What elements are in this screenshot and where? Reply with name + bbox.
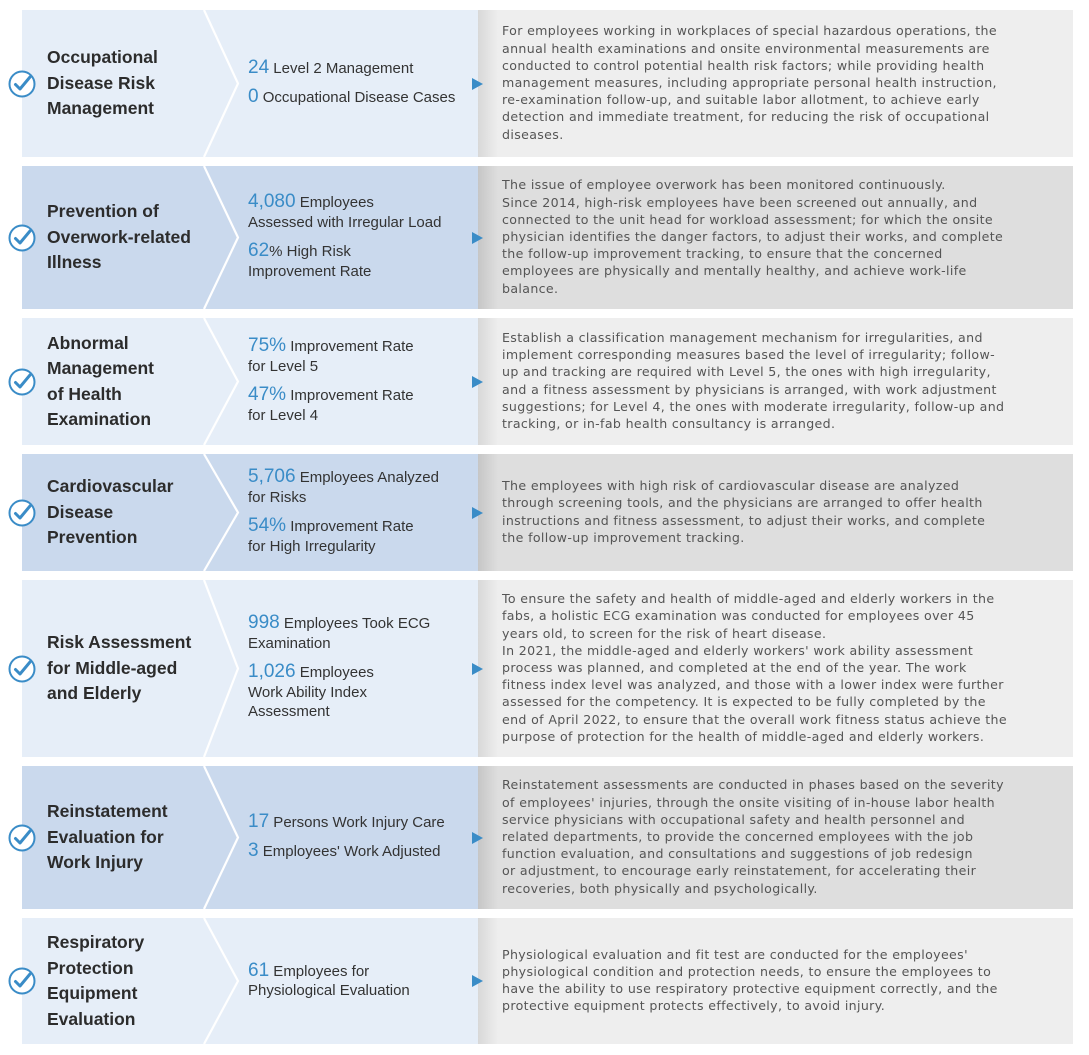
stat-label-line <box>248 613 473 634</box>
description-line: have the ability to use respiratory protective equipment correctly, and the <box>502 981 998 996</box>
row-summary-panel <box>22 580 478 757</box>
row-title-line: of Health <box>47 383 122 404</box>
row-summary-panel <box>22 454 478 571</box>
row-title-line: Occupational <box>47 47 158 68</box>
row-description-panel <box>478 166 1073 309</box>
row-summary-panel <box>22 318 478 445</box>
arrow-right-icon <box>472 663 483 675</box>
row-title <box>47 45 197 122</box>
description-line: For employees working in workplaces of special hazardous operations, the <box>502 23 997 39</box>
description-line: end of April 2022, to ensure that the overall work fitness status achieve the <box>502 711 1007 727</box>
description-line: suggestions; for Level 4, the ones with moderate irregularity, follow-up and <box>502 398 1005 414</box>
description-line: detection and immediate treatment, for reducing the risk of occupational <box>502 109 990 125</box>
row-title-line: Reinstatement <box>47 801 168 822</box>
row-stats <box>248 613 473 722</box>
row-stats <box>248 192 473 281</box>
row-title <box>47 199 197 276</box>
row-title <box>47 799 197 876</box>
stat-label-line: Work Ability Index <box>248 683 367 701</box>
stat-item <box>248 241 473 281</box>
row-title-line: and Elderly <box>47 683 142 704</box>
row-description-panel <box>478 918 1073 1044</box>
row-title-line: Abnormal <box>47 332 129 353</box>
description-line: process was planned, and completed at the end of the year. The work <box>502 659 967 675</box>
description-line: conducted to control potential health risk factors; while providing health <box>502 57 985 73</box>
stat-label-line <box>248 662 473 683</box>
row-title-line: Illness <box>47 252 102 273</box>
check-circle-icon <box>7 654 37 684</box>
description-line: instructions and fitness assessment, to adjust their works, and complete <box>502 512 986 528</box>
row-title-line: Cardiovascular <box>47 476 174 497</box>
description-line: annual health examinations and onsite environmental measurements are <box>502 40 990 56</box>
check-circle-icon <box>7 69 37 99</box>
stat-label-line: Assessed with Irregular Load <box>248 213 442 231</box>
description-line: recoveries, both physically and psychologically. <box>502 880 818 896</box>
stat-number: 24 <box>248 56 270 78</box>
stat-number: 62 <box>248 240 270 261</box>
stat-item <box>248 812 473 833</box>
table-row <box>22 766 1073 909</box>
description-line: Reinstatement assessments are conducted in phases based on the severity <box>502 777 1004 793</box>
stat-number: 4,080 <box>248 191 296 212</box>
description-line: The issue of employee overwork has been monitored continuously. <box>502 177 946 193</box>
stat-label-line <box>248 841 473 862</box>
stat-label-line <box>248 241 473 262</box>
description-line: In 2021, the middle-aged and elderly workers' work ability assessment <box>502 642 974 658</box>
row-description <box>502 22 1063 142</box>
description-line: and a fitness assessment by physicians is arranged, with work adjustment <box>502 381 997 397</box>
row-title-line: Prevention <box>47 527 138 548</box>
stat-label-line: Assessment <box>248 703 330 721</box>
arrow-right-icon <box>472 975 483 987</box>
stat-item <box>248 662 473 722</box>
row-description-panel <box>478 766 1073 909</box>
row-title-line: for Middle-aged <box>47 657 178 678</box>
description-line: Physiological evaluation and fit test are conducted for the employees' <box>502 946 968 962</box>
description-line: physician identifies the danger factors, to adjust their works, and complete <box>502 228 1004 244</box>
stat-label: Level 2 Management <box>269 59 414 77</box>
check-circle-icon <box>7 823 37 853</box>
row-title-line: Management <box>47 358 154 378</box>
stat-label-line: Physiological Evaluation <box>248 982 410 999</box>
row-description-panel <box>478 10 1073 157</box>
row-title-line: Work Injury <box>47 852 143 873</box>
stat-label: Employees Analyzed <box>295 469 439 486</box>
arrow-right-icon <box>472 832 483 844</box>
row-summary-panel <box>22 918 478 1044</box>
stat-item <box>248 613 473 653</box>
stat-label-line: for Level 4 <box>248 406 319 424</box>
stat-label-line: Examination <box>248 634 331 652</box>
description-line: related departments, to provide the concerned employees with the job <box>502 828 974 844</box>
row-title <box>47 930 197 1032</box>
stat-label: Employees' Work Adjusted <box>258 843 441 860</box>
stat-label: Occupational Disease Cases <box>258 89 456 106</box>
description-line: purpose of protection for the health of middle-aged and elderly workers. <box>502 728 985 744</box>
stat-item <box>248 841 473 862</box>
row-title-line: Disease <box>47 501 114 522</box>
row-title-line: Evaluation <box>47 1008 136 1029</box>
stat-number: 75% <box>248 335 287 356</box>
table-row <box>22 166 1073 309</box>
row-description <box>502 776 1063 896</box>
row-stats <box>248 336 473 425</box>
row-description-panel <box>478 580 1073 757</box>
arrow-right-icon <box>472 376 483 388</box>
row-description <box>502 477 1063 546</box>
row-title-line: Evaluation for <box>47 826 164 847</box>
row-summary-panel <box>22 766 478 909</box>
stat-label-line <box>248 516 473 537</box>
stat-label-line <box>248 58 473 79</box>
row-title <box>47 474 197 551</box>
row-stats <box>248 812 473 862</box>
stat-item <box>248 192 473 232</box>
row-description-panel <box>478 318 1073 445</box>
stat-item <box>248 516 473 556</box>
description-line: diseases. <box>502 126 564 142</box>
description-line: of employees' injuries, through the onsite visiting of in-house labor health <box>502 794 996 810</box>
stat-label: Improvement Rate <box>286 518 414 535</box>
stat-number: 17 <box>248 810 270 832</box>
description-line: fitness index level was analyzed, and those with a lower index were further <box>502 677 1004 693</box>
stat-label-line: for High Irregularity <box>248 537 376 555</box>
row-description-panel <box>478 454 1073 571</box>
row-title-line: Protection <box>47 957 134 978</box>
row-title <box>47 630 197 707</box>
check-circle-icon <box>7 223 37 253</box>
row-stats <box>248 961 473 1001</box>
description-line: tracking, or in-fab health consultancy is arranged. <box>502 415 836 431</box>
stat-item <box>248 961 473 1001</box>
table-row <box>22 10 1073 157</box>
description-line: To ensure the safety and health of middle-aged and elderly workers in the <box>502 591 995 607</box>
stat-item <box>248 336 473 376</box>
description-line: the follow-up improvement tracking, to ensure that the concerned <box>502 246 943 262</box>
stat-label: Employees <box>295 664 374 682</box>
description-line: implement corresponding measures based the level of irregularity; follow- <box>502 347 996 363</box>
description-line: Since 2014, high-risk employees have been screened out annually, and <box>502 194 978 210</box>
stat-number: 998 <box>248 612 280 634</box>
stat-label-line: for Risks <box>248 488 307 506</box>
arrow-right-icon <box>472 78 483 90</box>
check-circle-icon <box>7 498 37 528</box>
row-title <box>47 331 197 433</box>
description-line: assessed for the competency. It is expected to be fully completed by the <box>502 694 986 710</box>
description-line: service physicians with occupational safety and health personnel and <box>502 811 965 827</box>
stat-number: 5,706 <box>248 466 296 487</box>
row-title-line: Equipment <box>47 983 138 1003</box>
stat-label-line: Improvement Rate <box>248 262 372 280</box>
row-title-line: Respiratory <box>47 932 145 952</box>
stat-label-line <box>248 192 473 213</box>
stat-label: % High Risk <box>269 243 351 260</box>
stat-label-line <box>248 467 473 488</box>
stat-label-line <box>248 812 473 833</box>
description-line: or adjustment, to encourage early reinstatement, for accelerating their <box>502 863 977 879</box>
table-row <box>22 454 1073 571</box>
stat-item <box>248 87 473 108</box>
arrow-right-icon <box>472 232 483 244</box>
row-summary-panel <box>22 10 478 157</box>
check-circle-icon <box>7 367 37 397</box>
row-description <box>502 590 1063 745</box>
description-line: up and tracking are required with Level 5, the ones with high irregularity, <box>502 364 991 380</box>
row-description <box>502 176 1063 296</box>
description-line: through screening tools, and the physicians are arranged to offer health <box>502 495 983 511</box>
description-line: fabs, a holistic ECG examination was conducted for employees over 45 <box>502 608 975 624</box>
description-line: years old, to screen for the risk of heart disease. <box>502 625 827 641</box>
stat-number: 54% <box>248 515 287 536</box>
row-stats <box>248 58 473 108</box>
row-title-line: Overwork-related <box>47 226 191 247</box>
description-line: balance. <box>502 280 559 296</box>
stat-label-line <box>248 961 473 982</box>
stat-label: Employees <box>295 194 374 211</box>
check-circle-icon <box>7 966 37 996</box>
description-line: re-examination follow-up, and suitable labor allotment, to achieve early <box>502 92 980 108</box>
row-title-line: Risk Assessment <box>47 632 192 653</box>
stat-number: 0 <box>248 86 259 107</box>
table-row <box>22 318 1073 445</box>
stat-label: Improvement Rate <box>286 387 414 404</box>
description-line: physiological condition and protection needs, to ensure the employees to <box>502 963 992 979</box>
stat-item <box>248 58 473 79</box>
description-line: The employees with high risk of cardiovascular disease are analyzed <box>502 478 960 494</box>
description-line: function evaluation, and consultations and suggestions of job redesign <box>502 846 973 862</box>
stat-number: 47% <box>248 384 287 405</box>
stat-number: 1,026 <box>248 661 296 683</box>
description-line: Establish a classification management mechanism for irregularities, and <box>502 329 983 345</box>
table-row <box>22 918 1073 1044</box>
description-line: the follow-up improvement tracking. <box>502 529 745 545</box>
stat-label-line <box>248 385 473 406</box>
row-title-line: Examination <box>47 409 152 429</box>
row-title-line: Prevention of <box>47 201 159 222</box>
stat-label: Improvement Rate <box>286 338 414 355</box>
stat-label: Employees Took ECG <box>279 615 431 633</box>
arrow-right-icon <box>472 507 483 519</box>
row-description <box>502 329 1063 432</box>
stat-item <box>248 385 473 425</box>
stat-label-line: for Level 5 <box>248 357 319 375</box>
row-stats <box>248 467 473 556</box>
description-line: employees are physically and mentally healthy, and achieve work-life <box>502 263 967 279</box>
row-description <box>502 946 1063 1015</box>
stat-label-line <box>248 336 473 357</box>
stat-number: 3 <box>248 840 259 861</box>
description-line: connected to the unit head for workload assessment; for which the onsite <box>502 211 994 227</box>
row-title-line: Management <box>47 98 154 119</box>
stat-number: 61 <box>248 959 270 981</box>
stat-label: Employees for <box>269 962 370 980</box>
table-row <box>22 580 1073 757</box>
row-summary-panel <box>22 166 478 309</box>
description-line: management measures, including appropriate personal health instruction, <box>502 74 997 90</box>
description-line: protective equipment protects effectively, to avoid injury. <box>502 998 886 1014</box>
stat-label-line <box>248 87 473 108</box>
stat-item <box>248 467 473 507</box>
stat-label: Persons Work Injury Care <box>269 813 445 831</box>
row-title-line: Disease Risk <box>47 72 155 93</box>
